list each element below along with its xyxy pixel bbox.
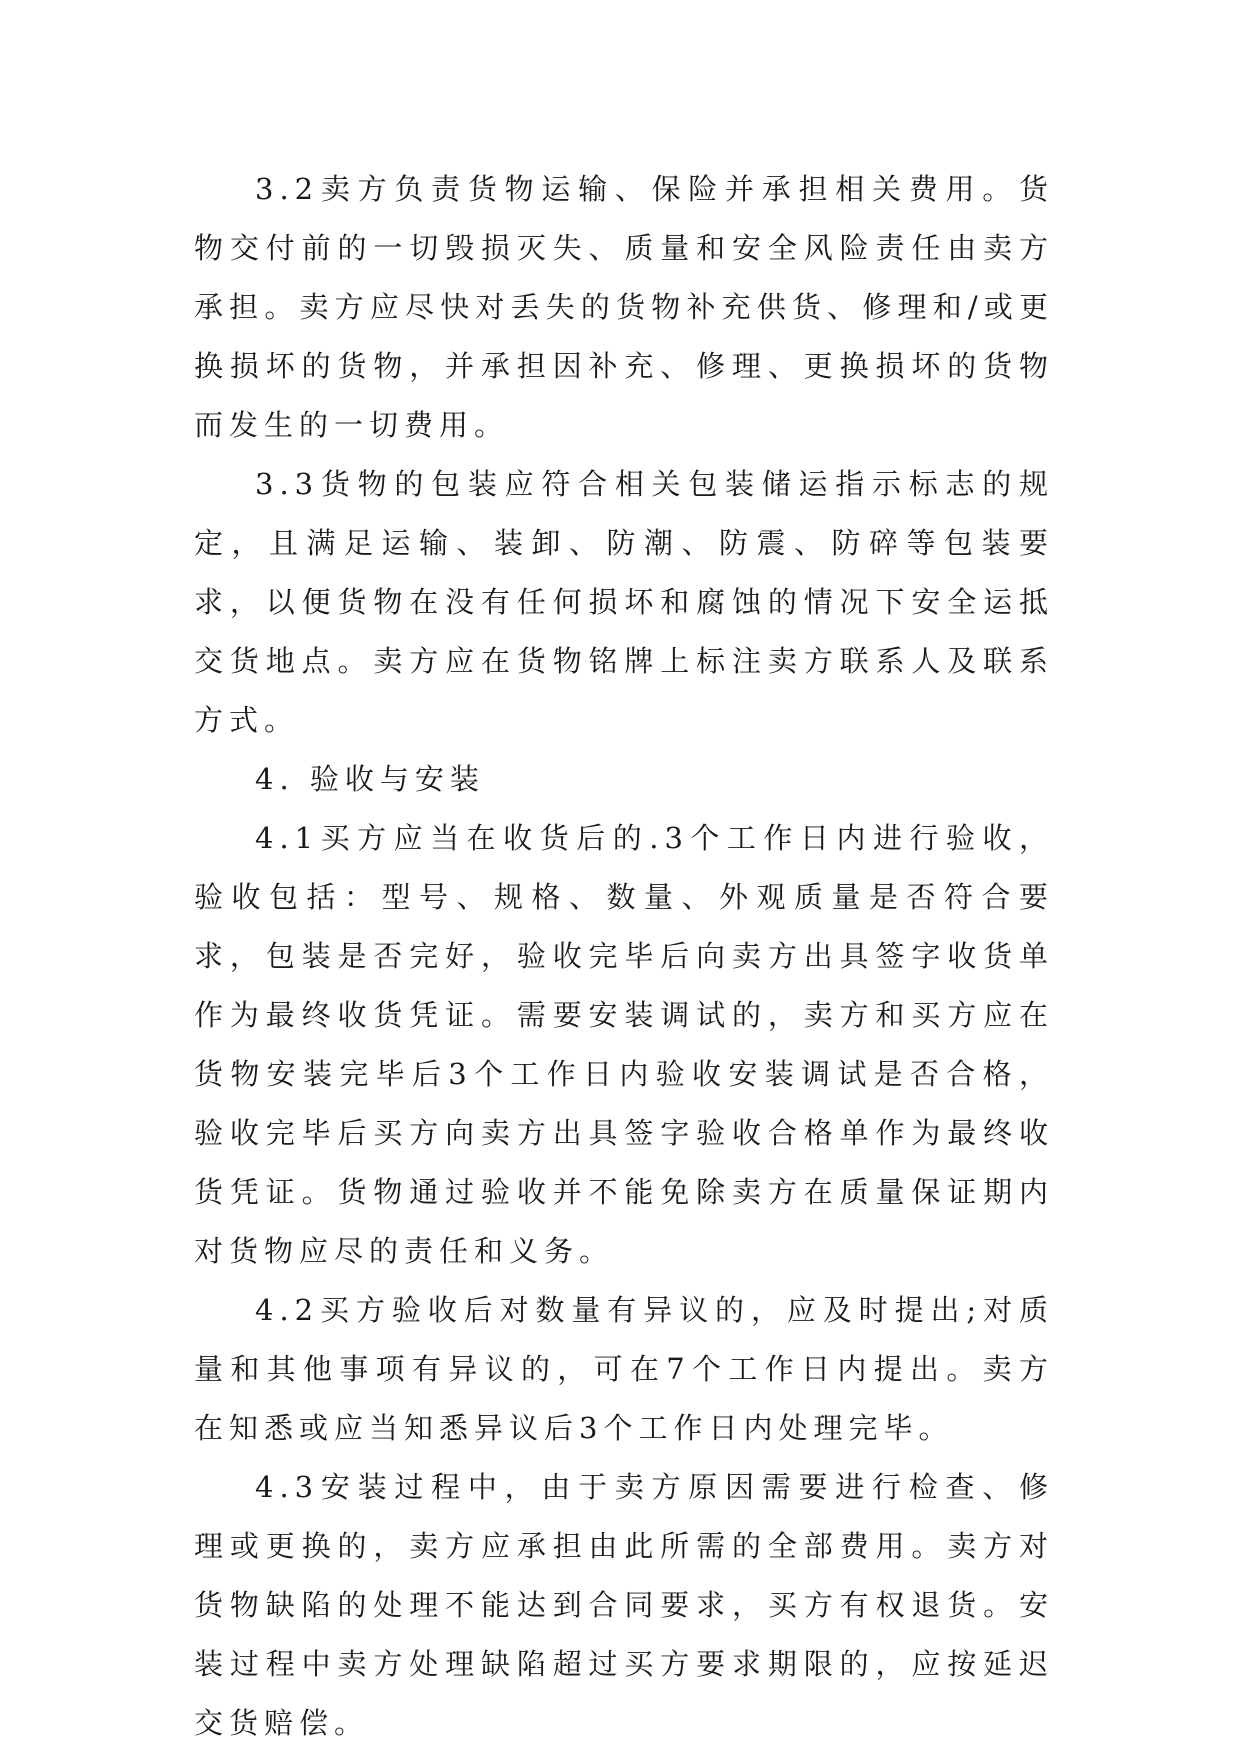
clause-3-2: 3.2卖方负责货物运输、保险并承担相关费用。货物交付前的一切毁损灭失、质量和安全风险责任由卖方承担。卖方应尽快对丢失的货物补充供货、修理和/或更换损坏的货物，并承担因补充、修理、更换损坏的货物而发生的一切费用。 [194, 172, 1054, 442]
clause-3-3: 3.3货物的包装应符合相关包装储运指示标志的规定，且满足运输、装卸、防潮、防震、防碎等包装要求，以便货物在没有任何损坏和腐蚀的情况下安全运抵交货地点。卖方应在货物铭牌上标注卖方联系人及联系方式。 [194, 467, 1054, 737]
clause-4-3: 4.3安装过程中，由于卖方原因需要进行检查、修理或更换的，卖方应承担由此所需的全部费用。卖方对货物缺陷的处理不能达到合同要求，买方有权退货。安装过程中卖方处理缺陷超过买方要求期限的，应按延迟交货赔偿。 [194, 1470, 1054, 1740]
document-body [194, 160, 1054, 1753]
section-heading-4: 4. 验收与安装 [255, 762, 485, 796]
clause-4-1: 4.1买方应当在收货后的.3个工作日内进行验收，验收包括：型号、规格、数量、外观质量是否符合要求，包装是否完好，验收完毕后向卖方出具签字收货单作为最终收货凭证。需要安装调试的，卖方和买方应在货物安装完毕后3个工作日内验收安装调试是否合格，验收完毕后买方向卖方出具签字验收合格单作为最终收货凭证。货物通过验收并不能免除卖方在质量保证期内对货物应尽的责任和义务。 [194, 821, 1054, 1268]
clause-4-2: 4.2买方验收后对数量有异议的，应及时提出;对质量和其他事项有异议的，可在7个工作日内提出。卖方在知悉或应当知悉异议后3个工作日内处理完毕。 [194, 1293, 1054, 1445]
